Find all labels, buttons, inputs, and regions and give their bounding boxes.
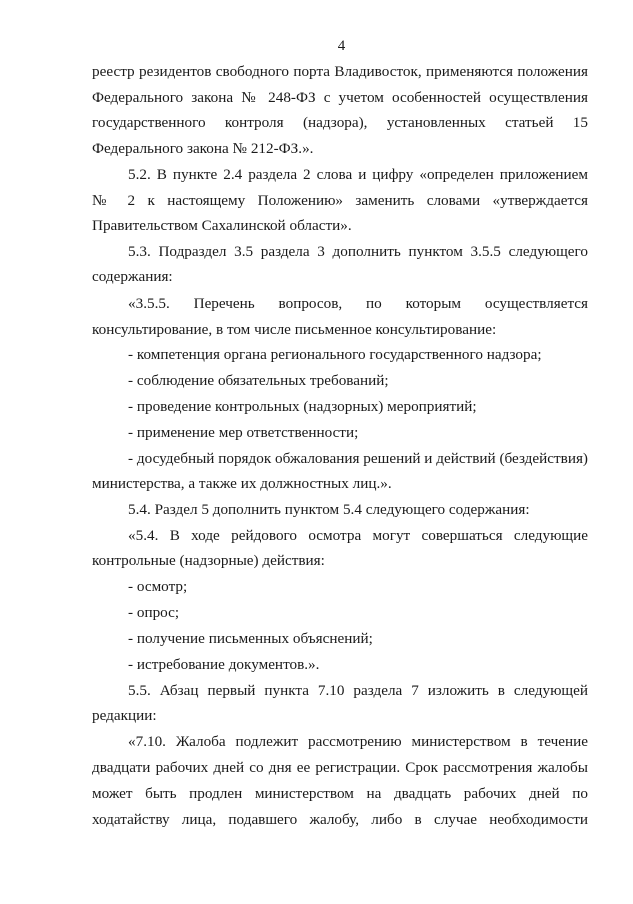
text-line: № 2 к настоящему Положению» заменить словами «утверждается	[92, 192, 588, 209]
paragraph-5-2: 5.2. В пункте 2.4 раздела 2 слова и цифру «определен приложением	[128, 166, 588, 183]
page-number: 4	[337, 38, 346, 54]
text-line: консультирование, в том числе письменное консультирование:	[92, 321, 497, 338]
text-line: содержания:	[92, 268, 173, 285]
paragraph-5-5: 5.5. Абзац первый пункта 7.10 раздела 7 изложить в следующей	[128, 682, 588, 699]
text-line: ходатайству лица, подавшего жалобу, либо в случае необходимости	[92, 811, 588, 828]
text-line: Федерального закона № 212-ФЗ.».	[92, 140, 314, 157]
text-line: Правительством Сахалинской области».	[92, 217, 352, 234]
list-item: - осмотр;	[128, 578, 188, 595]
paragraph-5-4: 5.4. Раздел 5 дополнить пунктом 5.4 следующего содержания:	[128, 501, 530, 518]
text-line: министерства, а также их должностных лиц.».	[92, 475, 392, 492]
list-item: - проведение контрольных (надзорных) мероприятий;	[128, 398, 477, 415]
list-item: - получение письменных объяснений;	[128, 630, 373, 647]
list-item: - соблюдение обязательных требований;	[128, 372, 389, 389]
clause-3-5-5: «3.5.5. Перечень вопросов, по которым осуществляется	[128, 295, 588, 312]
text-line: контрольные (надзорные) действия:	[92, 552, 325, 569]
paragraph-5-3: 5.3. Подраздел 3.5 раздела 3 дополнить пунктом 3.5.5 следующего	[128, 243, 588, 260]
list-item: - компетенция органа регионального государственного надзора;	[128, 346, 542, 363]
list-item: - истребование документов.».	[128, 656, 320, 673]
text-line: Федерального закона № 248-ФЗ с учетом особенностей осуществления	[92, 89, 588, 106]
list-item: - опрос;	[128, 604, 180, 621]
list-item: - досудебный порядок обжалования решений и действий (бездействия)	[128, 450, 588, 467]
clause-7-10: «7.10. Жалоба подлежит рассмотрению министерством в течение	[128, 733, 588, 750]
text-line: реестр резидентов свободного порта Владивосток, применяются положения	[92, 63, 588, 80]
clause-5-4: «5.4. В ходе рейдового осмотра могут совершаться следующие	[128, 527, 588, 544]
list-item: - применение мер ответственности;	[128, 424, 359, 441]
text-line: двадцати рабочих дней со дня ее регистрации. Срок рассмотрения жалобы	[92, 759, 588, 776]
text-line: может быть продлен министерством на двадцать рабочих дней по	[92, 785, 588, 802]
text-line: государственного контроля (надзора), установленных статьей 15	[92, 114, 588, 131]
text-line: редакции:	[92, 707, 157, 724]
